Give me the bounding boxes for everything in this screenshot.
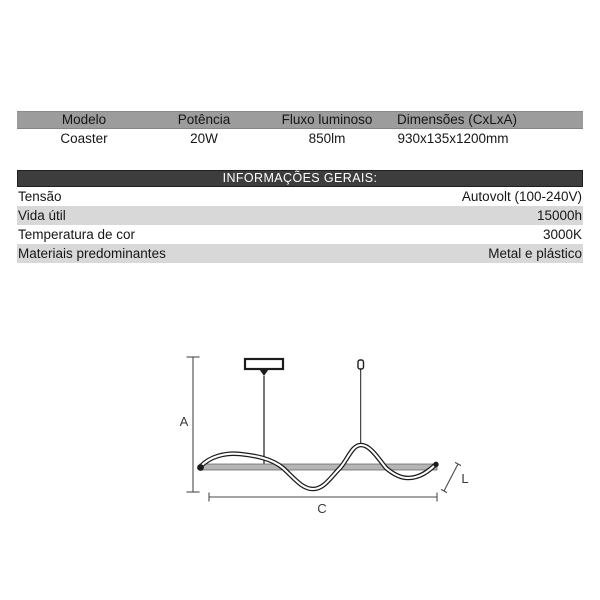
tube-end-cap-right (433, 462, 438, 467)
product-spec-table (17, 111, 583, 149)
info-value-vida-util: 15000h (536, 207, 582, 223)
general-info-table (17, 170, 583, 263)
dimension-label-C: C (317, 501, 327, 516)
info-value-tensao: Autovolt (100-240V) (461, 188, 582, 204)
lamp-bar (200, 464, 437, 470)
spec-header-dimensoes: Dimensões (CxLxA) (397, 112, 518, 128)
suspension-wire (358, 360, 364, 445)
spec-header-fluxo-luminoso: Fluxo luminoso (281, 112, 373, 128)
info-value-temperatura: 3000K (542, 226, 582, 242)
info-label-temperatura: Temperatura de cor (18, 226, 136, 242)
spec-value-dimensoes: 930x135x1200mm (397, 131, 509, 147)
info-row-vida-util (17, 206, 583, 225)
dimension-line-A (180, 357, 200, 492)
spec-value-fluxo-luminoso: 850lm (308, 131, 346, 147)
info-label-tensao: Tensão (18, 188, 62, 204)
dimension-line-L (441, 462, 469, 492)
spec-value-potencia: 20W (190, 131, 218, 147)
tube-end-cap-left (197, 464, 204, 471)
dimension-label-A: A (179, 414, 189, 429)
info-label-vida-util: Vida útil (18, 207, 66, 223)
lamp-dimension-diagram (170, 340, 480, 525)
dimension-label-L: L (461, 471, 469, 486)
spec-table-value-row (17, 129, 583, 149)
spec-value-modelo: Coaster (60, 131, 108, 147)
canopy-connector-icon (260, 370, 269, 377)
info-label-materiais: Materiais predominantes (18, 245, 166, 261)
info-row-materiais (17, 244, 583, 263)
spec-table-header-row (17, 111, 583, 129)
info-row-tensao (17, 187, 583, 206)
dimension-line-C (209, 493, 437, 517)
ceiling-canopy (245, 359, 283, 465)
spec-header-potencia: Potência (177, 112, 231, 128)
spec-header-modelo: Modelo (61, 112, 107, 128)
info-row-temperatura (17, 225, 583, 244)
general-info-title: INFORMAÇÕES GERAIS: (17, 170, 583, 187)
info-value-materiais: Metal e plástico (488, 245, 582, 261)
